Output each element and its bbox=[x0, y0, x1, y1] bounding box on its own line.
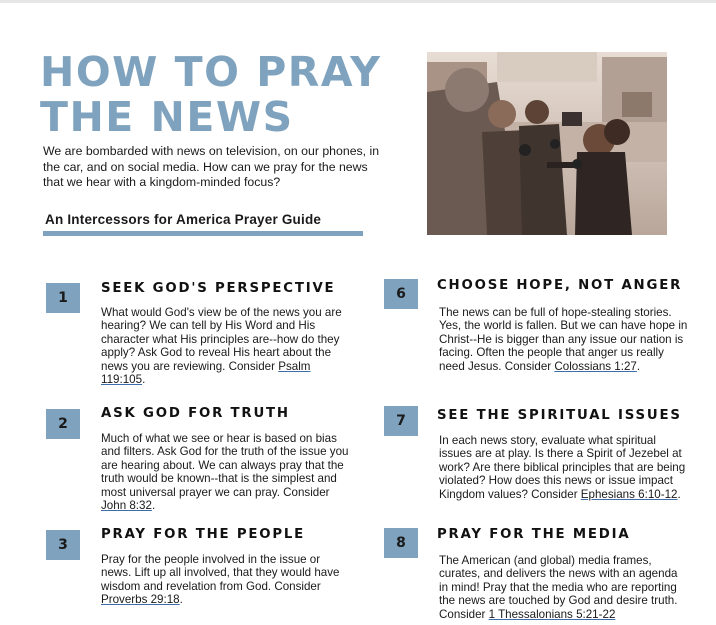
scripture-link[interactable]: John 8:32 bbox=[101, 499, 152, 513]
step-number-badge: 2 bbox=[46, 409, 80, 439]
top-border bbox=[0, 0, 716, 3]
step-number-badge: 6 bbox=[384, 279, 418, 309]
step-suffix: . bbox=[151, 499, 156, 513]
step-heading: ASK GOD FOR TRUTH bbox=[101, 406, 290, 421]
scripture-link[interactable]: Colossians 1:27 bbox=[554, 359, 637, 373]
step-text: The news can be full of hope-stealing stories. Yes, the world is fallen. But we can have hope in Christ--He is bigger than any issue our nation is facing. Often the people that anger us really need Jesus. Consider bbox=[439, 306, 688, 373]
step-number-badge: 1 bbox=[46, 283, 80, 313]
step-number-badge: 7 bbox=[384, 406, 418, 436]
step-body bbox=[101, 553, 346, 607]
step-heading: SEE THE SPIRITUAL ISSUES bbox=[437, 408, 682, 423]
step-suffix: . bbox=[636, 359, 641, 373]
step-text: The American (and global) media frames, curates, and delivers the news with an agenda in mind! Pray that the media who are reporting the news are touched by God and desire truth. Consider bbox=[439, 554, 678, 621]
step-heading: PRAY FOR THE MEDIA bbox=[437, 527, 631, 542]
step-text: What would God's view be of the news you are hearing? We can tell by His Word and His character what His principles are--how do they apply? Ask God to reveal His heart about the news you are reviewing. Consider bbox=[101, 306, 342, 373]
scripture-link[interactable]: Psalm 119:105 bbox=[101, 359, 311, 387]
step-text: Pray for the people involved in the issue or news. Lift up all involved, that they would have wisdom and revelation from God. Consider bbox=[101, 553, 340, 593]
step-suffix: . bbox=[142, 373, 146, 387]
step-body bbox=[101, 306, 349, 386]
step-text: In each news story, evaluate what spiritual issues are at play. Is there a Spirit of Jezebel at work? Are there biblical principles that are being violated? How does this news or issue impact Kingdom values? Consider bbox=[439, 434, 686, 501]
step-body bbox=[101, 432, 353, 512]
scripture-link[interactable]: Proverbs 29:18 bbox=[101, 593, 180, 607]
press-interview-photo bbox=[427, 52, 667, 235]
step-suffix: . bbox=[677, 487, 681, 501]
guide-label: An Intercessors for America Prayer Guide bbox=[45, 212, 322, 227]
scripture-link[interactable]: 1 Thessalonians 5:21-22 bbox=[488, 607, 616, 621]
step-number-badge: 8 bbox=[384, 528, 418, 558]
step-text: Much of what we see or hear is based on bias and filters. Ask God for the truth of the issue you are hearing about. We can always pray that the truth would be known--that is the simplest and most universal prayer we can pray. Consider bbox=[101, 432, 349, 499]
scripture-link[interactable]: Ephesians 6:10-12 bbox=[580, 487, 678, 501]
step-number-badge: 3 bbox=[46, 530, 80, 560]
step-body bbox=[439, 434, 687, 501]
step-heading: CHOOSE HOPE, NOT ANGER bbox=[437, 278, 683, 293]
step-body bbox=[439, 554, 685, 624]
step-heading: SEEK GOD'S PERSPECTIVE bbox=[101, 281, 336, 296]
step-suffix: . bbox=[179, 593, 183, 607]
guide-underline-bar bbox=[43, 231, 363, 236]
page-title: HOW TO PRAY THE NEWS bbox=[40, 48, 382, 141]
step-body bbox=[439, 306, 689, 373]
step-heading: PRAY FOR THE PEOPLE bbox=[101, 527, 306, 542]
intro-paragraph: We are bombarded with news on television, on our phones, in the car, and on social media. How can we pray for the news that we hear with a kingdom-minded focus? bbox=[43, 144, 380, 189]
